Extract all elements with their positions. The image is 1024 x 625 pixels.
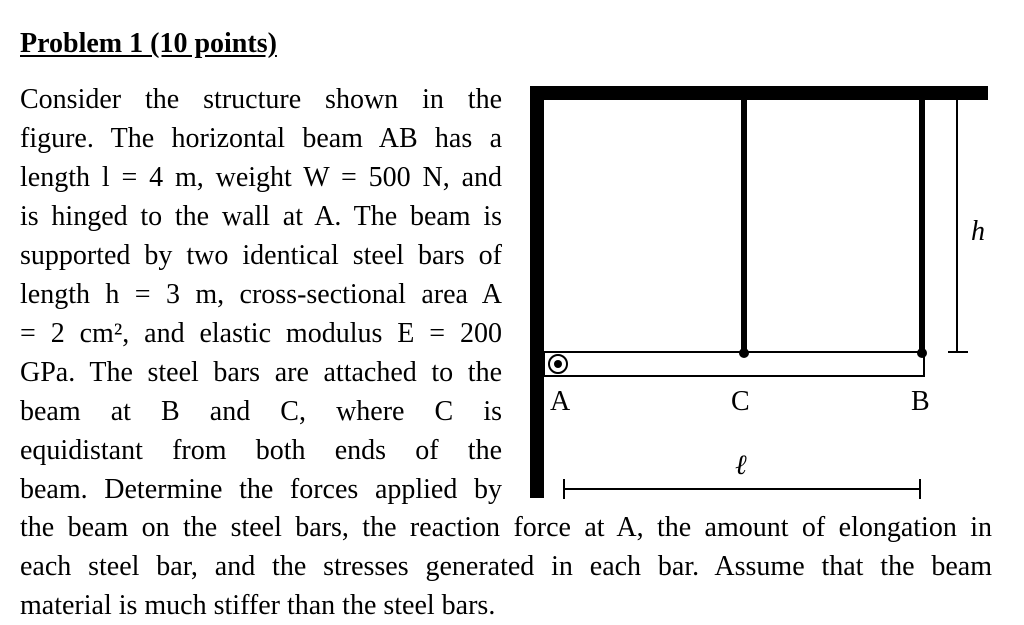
- statement-line: the beam on the steel bars, the reaction force at A, the amount of elongation in: [20, 512, 992, 543]
- hinge-a-pin: [554, 360, 562, 368]
- label-a: A: [550, 386, 571, 417]
- statement-line: supported by two identical steel bars of: [20, 240, 502, 271]
- problem-title: Problem 1 (10 points): [20, 28, 277, 59]
- statement-line: figure. The horizontal beam AB has a: [20, 123, 502, 154]
- statement-line: Consider the structure shown in the: [20, 84, 502, 115]
- label-c: C: [731, 386, 750, 417]
- structure-diagram: [500, 76, 1000, 510]
- steel-bar-c: [741, 98, 747, 353]
- label-h: h: [971, 216, 985, 247]
- statement-line: material is much stiffer than the steel bars.: [20, 590, 496, 621]
- statement-line: = 2 cm², and elastic modulus E = 200: [20, 318, 502, 349]
- beam-ab: [544, 352, 924, 376]
- statement-line: equidistant from both ends of the: [20, 435, 502, 466]
- label-l: ℓ: [735, 450, 747, 481]
- joint-c: [739, 348, 749, 358]
- joint-b: [917, 348, 927, 358]
- steel-bar-b: [919, 98, 925, 353]
- wall: [530, 86, 544, 498]
- statement-line: length h = 3 m, cross-sectional area A: [20, 279, 502, 310]
- statement-line: each steel bar, and the stresses generated in each bar. Assume that the beam: [20, 551, 992, 582]
- structure-figure: [500, 76, 1000, 510]
- statement-line: length l = 4 m, weight W = 500 N, and: [20, 162, 502, 193]
- label-b: B: [911, 386, 930, 417]
- problem-statement-upper: [20, 80, 502, 509]
- statement-line: is hinged to the wall at A. The beam is: [20, 201, 502, 232]
- statement-line: beam at B and C, where C is: [20, 396, 502, 427]
- statement-line: beam. Determine the forces applied by: [20, 474, 502, 505]
- statement-line: GPa. The steel bars are attached to the: [20, 357, 502, 388]
- ceiling: [530, 86, 988, 100]
- problem-statement-lower: [20, 508, 992, 625]
